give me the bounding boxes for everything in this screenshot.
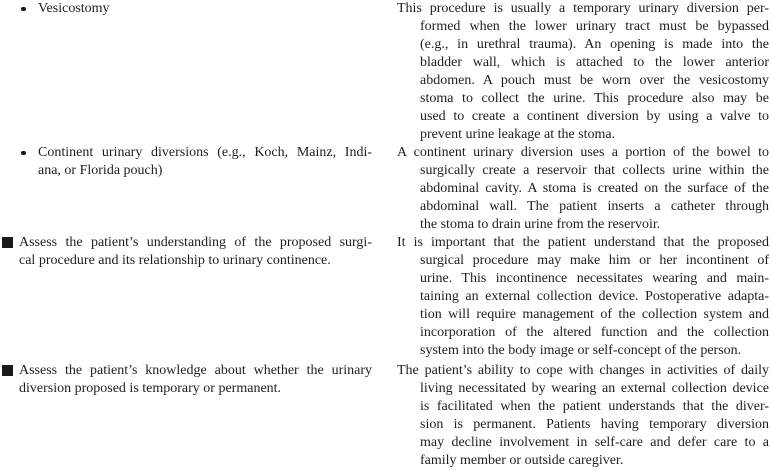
text-line: formed when the lower urinary tract must be bypassed <box>420 19 769 34</box>
left-column-cell <box>0 362 397 398</box>
text-line: incorporation of the altered function and the collection <box>420 325 769 340</box>
text-line: cal procedure and its relationship to urinary continence. <box>19 253 331 268</box>
text-line: Assess the patient’s understanding of the proposed surgi- <box>19 235 372 250</box>
text-line: The patient’s ability to cope with changes in activities of daily <box>397 363 769 378</box>
right-column-cell <box>397 144 769 234</box>
text-line: diversion proposed is temporary or permanent. <box>19 381 282 396</box>
text-line: surgically create a reservoir that collects urine within the <box>420 163 769 178</box>
text-line: abdominal wall. The patient inserts a catheter through <box>420 199 769 214</box>
text-line: surgical procedure may make him or her incontinent of <box>420 253 769 268</box>
left-column-cell <box>0 0 397 18</box>
left-column-cell <box>0 144 397 180</box>
text-line: family member or outside caregiver. <box>420 453 624 468</box>
bullet-item <box>0 0 372 18</box>
text-line: living necessitated by wearing an external collection device <box>420 381 769 396</box>
description-paragraph <box>397 144 769 234</box>
text-line: abdomen. A pouch must be worn over the vesicostomy <box>420 73 769 88</box>
text-line: It is important that the patient understand that the proposed <box>397 235 769 250</box>
description-paragraph <box>397 234 769 360</box>
bullet-item-text <box>19 234 372 270</box>
text-line: stoma to collect the urine. This procedure also may be <box>420 91 769 106</box>
bullet-item <box>0 234 372 270</box>
content-row <box>0 234 771 362</box>
text-line: ana, or Florida pouch) <box>38 163 163 178</box>
dot-bullet-icon <box>21 7 26 12</box>
left-column-cell <box>0 234 397 270</box>
content-row <box>0 0 771 144</box>
square-bullet-icon <box>2 237 13 248</box>
text-line: Vesicostomy <box>38 1 110 16</box>
bullet-item <box>0 362 372 398</box>
text-line: used to create a continent diversion by using a valve to <box>420 109 769 124</box>
text-line: This procedure is usually a temporary urinary diversion per- <box>397 1 769 16</box>
bullet-item-text <box>19 362 372 398</box>
description-paragraph <box>397 0 769 144</box>
text-line: urine. This incontinence necessitates wearing and main- <box>420 271 769 286</box>
text-line: taining an external collection device. Postoperative adapta- <box>420 289 769 304</box>
text-line: abdominal cavity. A stoma is created on the surface of the <box>420 181 769 196</box>
text-line: Assess the patient’s knowledge about whether the urinary <box>19 363 372 378</box>
text-line: system into the body image or self-concept of the person. <box>420 343 742 358</box>
text-line: A continent urinary diversion uses a portion of the bowel to <box>397 145 769 160</box>
content-row <box>0 362 771 471</box>
text-line: may decline involvement in self-care and defer care to a <box>420 435 769 450</box>
text-line: bladder wall, which is attached to the lower anterior <box>420 55 769 70</box>
bullet-item-text <box>38 0 372 18</box>
dot-bullet-icon <box>21 151 26 156</box>
text-line: is facilitated when the patient understands that the diver- <box>420 399 769 414</box>
text-line: Continent urinary diversions (e.g., Koch, Mainz, Indi- <box>38 145 372 160</box>
bullet-item <box>0 144 372 180</box>
right-column-cell <box>397 234 769 360</box>
content-row <box>0 144 771 234</box>
square-bullet-icon <box>2 365 13 376</box>
right-column-cell <box>397 362 769 470</box>
text-line: prevent urine leakage at the stoma. <box>420 127 616 142</box>
description-paragraph <box>397 362 769 470</box>
text-line: (e.g., in urethral trauma). An opening is made into the <box>420 37 769 52</box>
text-line: the stoma to drain urine from the reservoir. <box>420 217 661 232</box>
right-column-cell <box>397 0 769 144</box>
text-line: sion is permanent. Patients having temporary diversion <box>420 417 769 432</box>
text-line: tion will require management of the collection system and <box>420 307 769 322</box>
bullet-item-text <box>38 144 372 180</box>
